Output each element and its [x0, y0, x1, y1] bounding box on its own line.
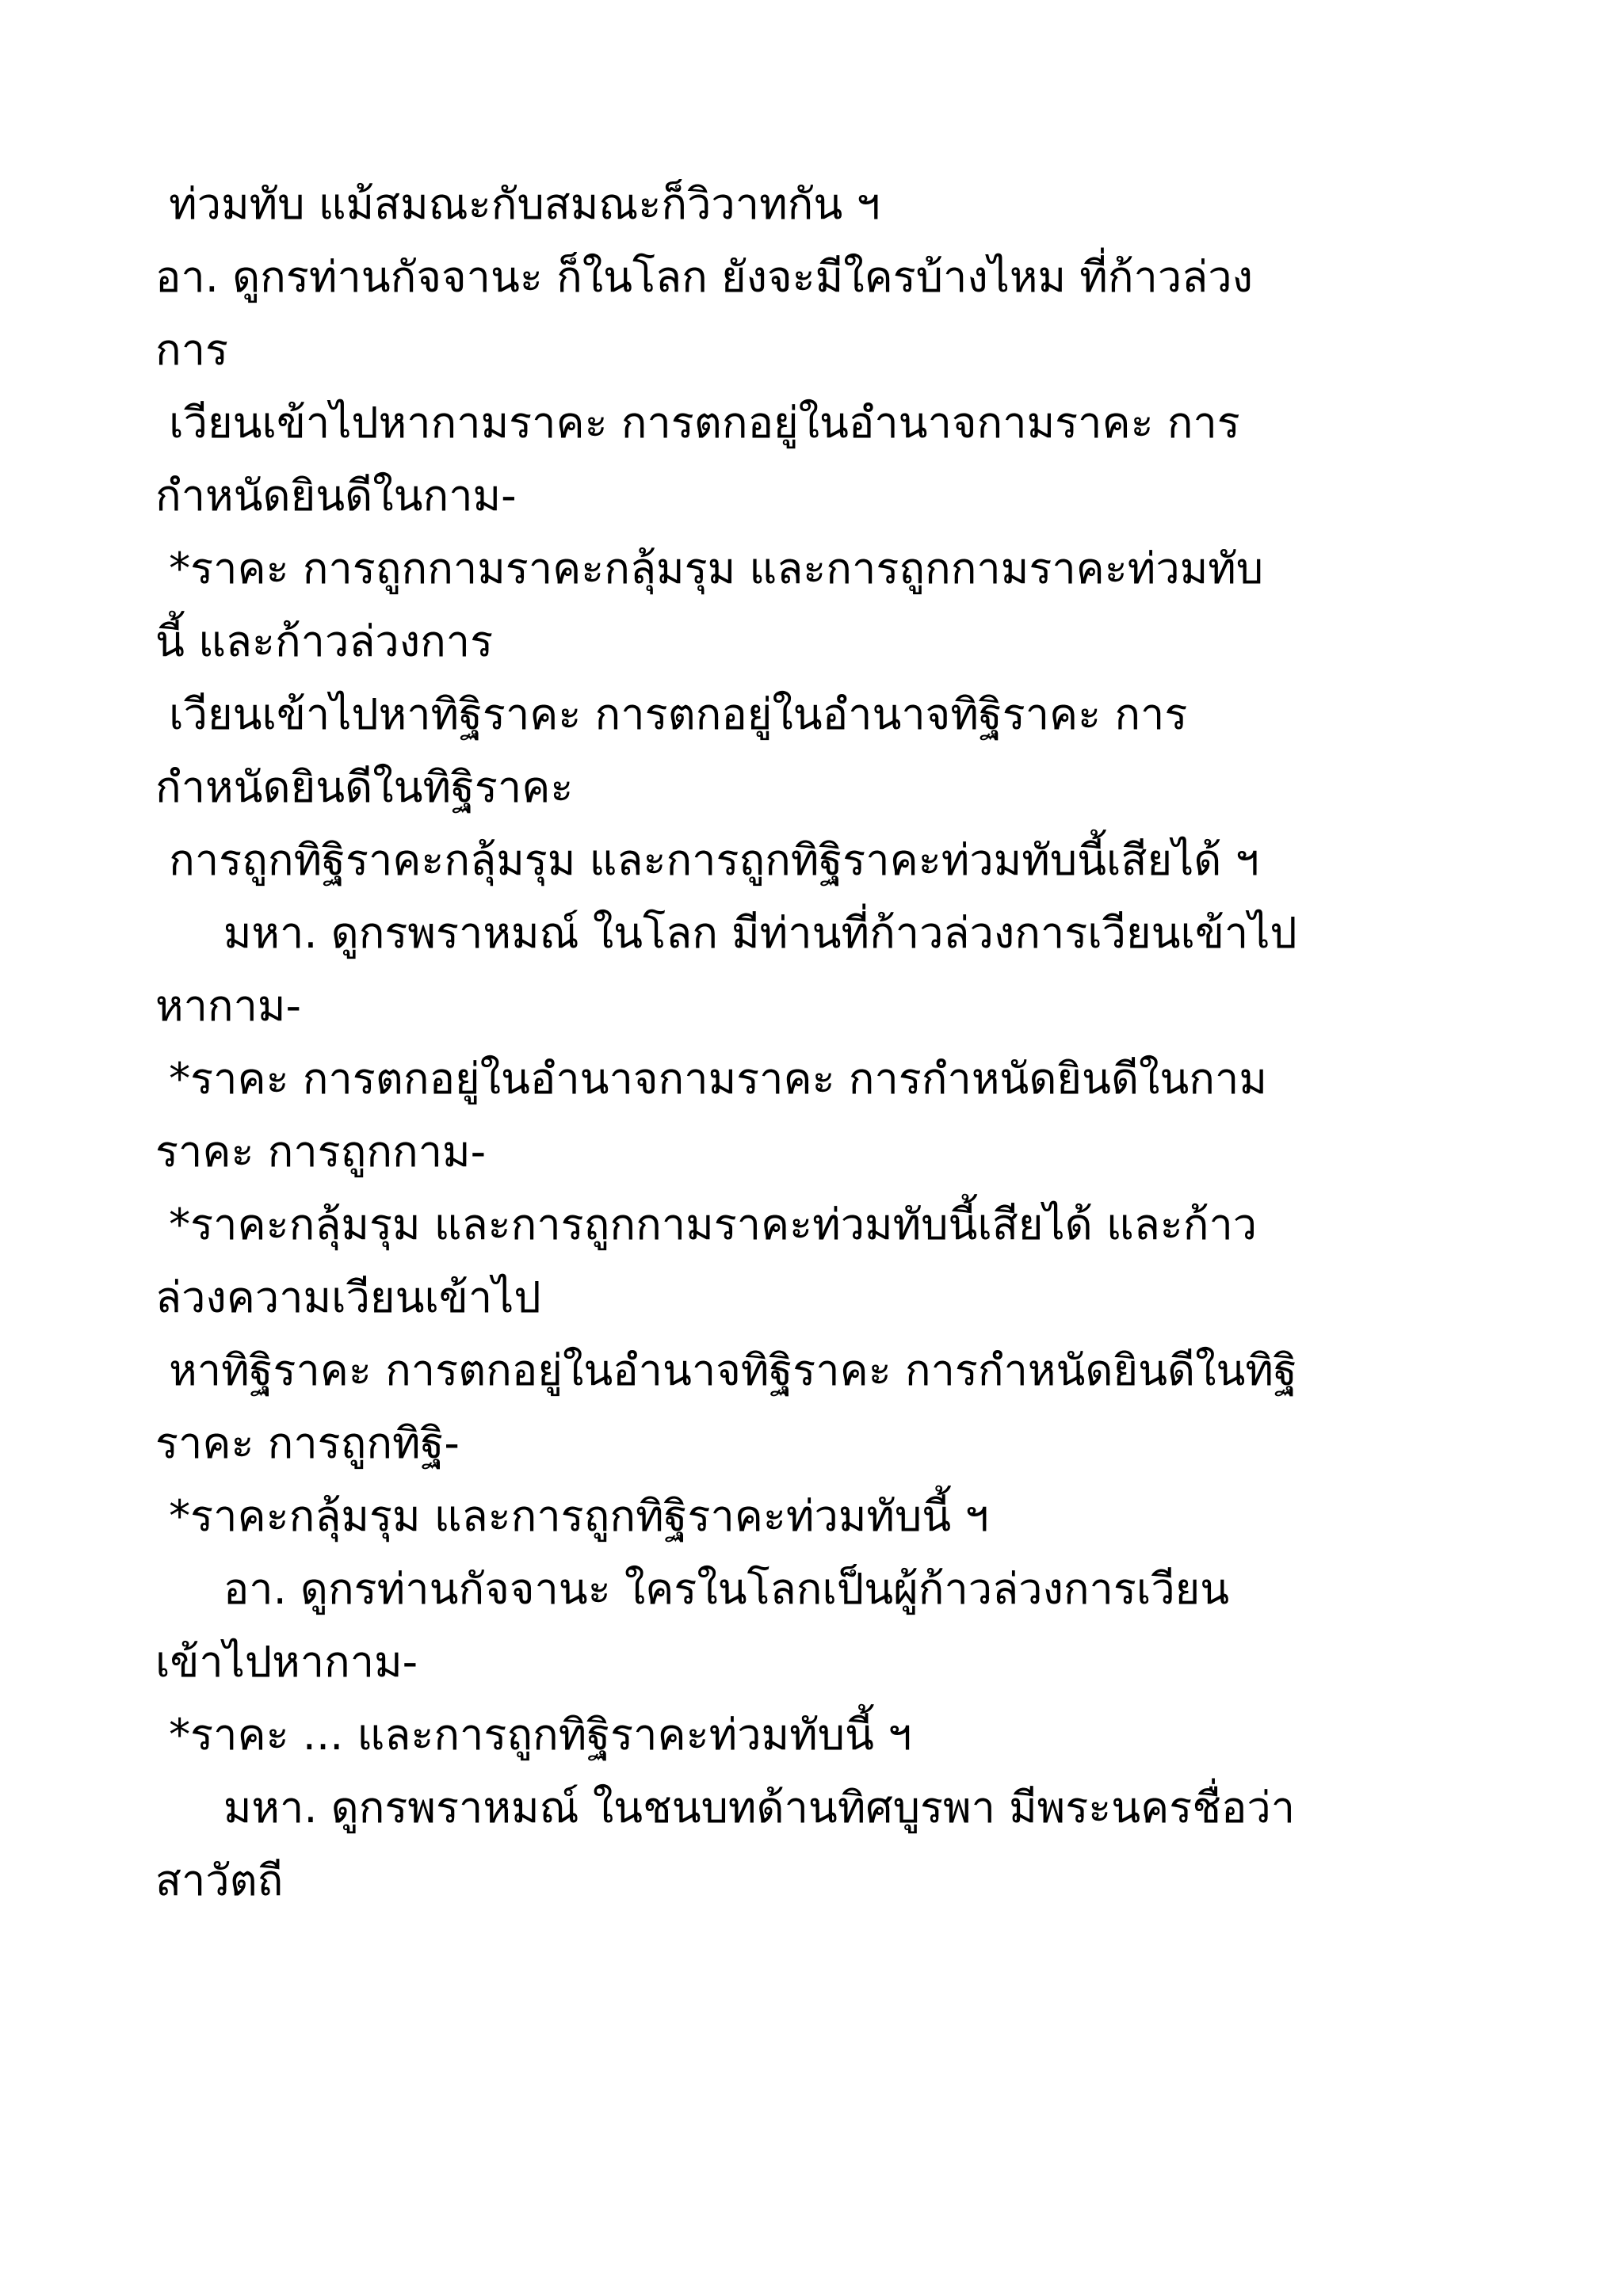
text-line: การถูกทิฐิราคะกลุ้มรุม และการถูกทิฐิราคะท่วมทับนี้เสียได้ ฯ: [155, 835, 1259, 885]
text-line: หากาม-: [155, 981, 302, 1031]
text-line: *ราคะกลุ้มรุม และการถูกกามราคะท่วมทับนี้เสียได้ และก้าว: [155, 1199, 1258, 1249]
text-line: ราคะ การถูกกาม-: [155, 1127, 487, 1177]
text-line: เวียนเข้าไปหาทิฐิราคะ การตกอยู่ในอำนาจทิฐิราคะ การ: [155, 689, 1188, 739]
document-body: [155, 168, 1503, 1917]
text-line: อา. ดูกรท่านกัจจานะ ใครในโลกเป็นผู้ก้าวล่วงการเวียน: [155, 1564, 1230, 1614]
text-line: การ: [155, 325, 229, 375]
text-line: กำหนัดยินดีในทิฐิราคะ: [155, 762, 574, 812]
text-line: ท่วมทับ แม้สมณะกับสมณะก็วิวาทกัน ฯ: [155, 179, 880, 229]
text-line: อา. ดูกรท่านกัจจานะ ก็ในโลก ยังจะมีใครบ้างไหม ที่ก้าวล่วง: [155, 252, 1253, 302]
text-line: มหา. ดูกรพราหมณ์ ในโลก มีท่านที่ก้าวล่วงการเวียนเข้าไป: [155, 908, 1297, 958]
text-line: เวียนเข้าไปหากามราคะ การตกอยู่ในอำนาจกามราคะ การ: [155, 398, 1240, 448]
text-line: *ราคะกลุ้มรุม และการถูกทิฐิราคะท่วมทับนี้ ฯ: [155, 1491, 989, 1541]
text-line: ราคะ การถูกทิฐิ-: [155, 1418, 460, 1468]
text-line: มหา. ดูกรพราหมณ์ ในชนบทด้านทิศบูรพา มีพระนครชื่อว่า: [155, 1783, 1296, 1833]
text-line: *ราคะ การตกอยู่ในอำนาจกามราคะ การกำหนัดยินดีในกาม: [155, 1054, 1267, 1104]
text-line: *ราคะ การถูกกามราคะกลุ้มรุม และการถูกกามราคะท่วมทับ: [155, 543, 1264, 593]
text-line: กำหนัดยินดีในกาม-: [155, 471, 517, 521]
text-line: หาทิฐิราคะ การตกอยู่ในอำนาจทิฐิราคะ การกำหนัดยินดีในทิฐิ: [155, 1345, 1297, 1395]
text-line: *ราคะ ... และการถูกทิฐิราคะท่วมทับนี้ ฯ: [155, 1710, 912, 1760]
text-line: สาวัตถี: [155, 1855, 284, 1905]
text-line: ล่วงความเวียนเข้าไป: [155, 1272, 541, 1322]
text-line: นี้ และก้าวล่วงการ: [155, 616, 494, 666]
text-line: เข้าไปหากาม-: [155, 1637, 418, 1687]
